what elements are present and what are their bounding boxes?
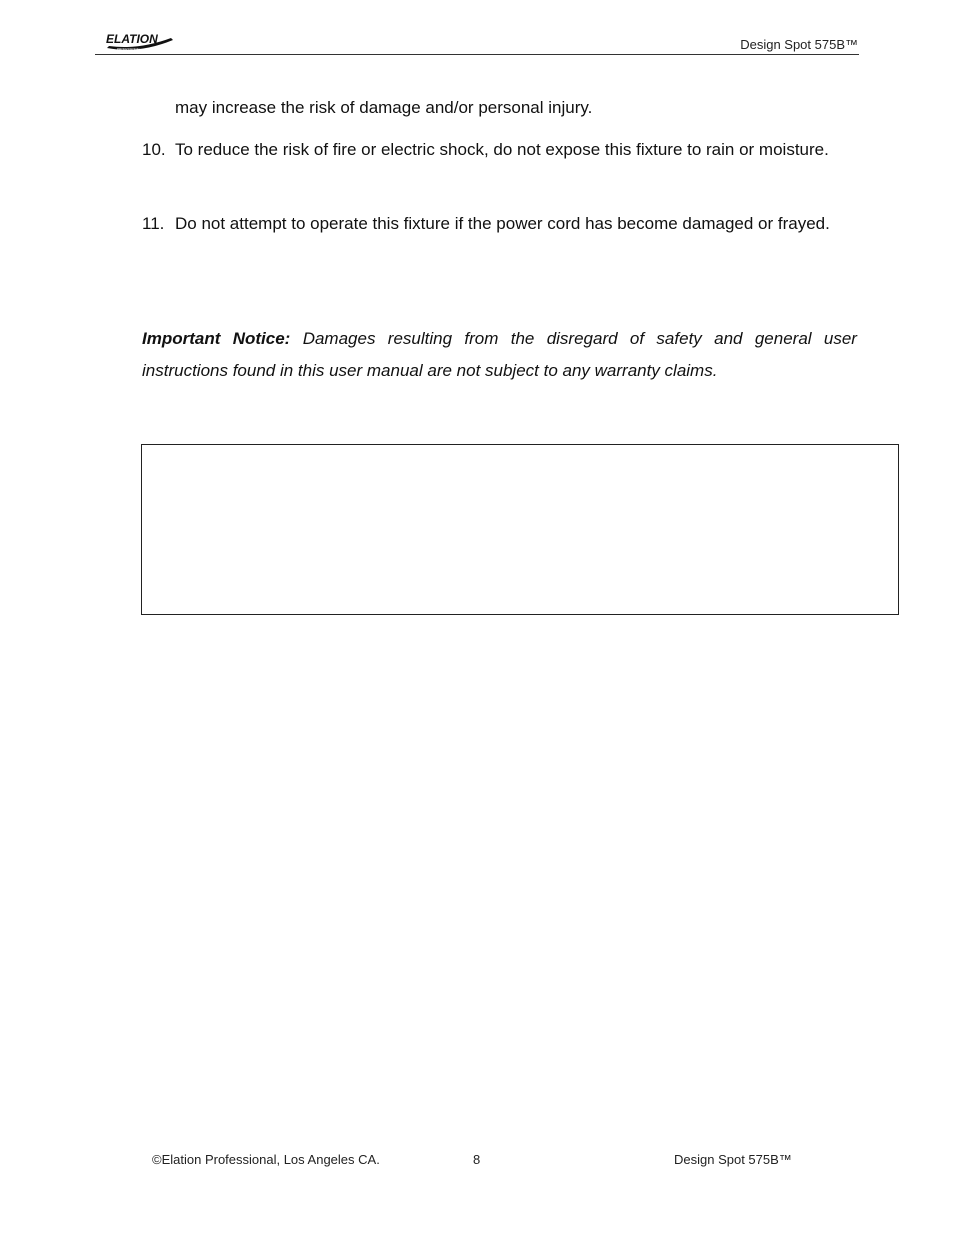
- list-item: [142, 134, 857, 166]
- list-item-text: Do not attempt to operate this fixture if the power cord has become damaged or frayed.: [175, 214, 830, 233]
- important-notice: [142, 323, 857, 387]
- elation-logo: [103, 28, 175, 54]
- notice-text: Damages resulting from the disregard of safety and general user instructions found in this user manual are not subject to any warranty claims.: [142, 329, 857, 380]
- footer-page-number: 8: [473, 1152, 481, 1167]
- notice-label: Important Notice:: [142, 329, 291, 348]
- header-divider: [95, 54, 859, 55]
- list-item: [142, 208, 857, 240]
- list-item-number: 11.: [142, 214, 165, 233]
- list-item-number: 10.: [142, 140, 166, 159]
- list-item-text: To reduce the risk of fire or electric shock, do not expose this fixture to rain or moisture.: [175, 140, 829, 159]
- header-doc-title: Design Spot 575B™: [740, 37, 858, 52]
- logo-subtext: PROFESSIONAL: [117, 47, 141, 51]
- empty-notice-box: [141, 444, 899, 615]
- footer-doc-title: Design Spot 575B™: [674, 1152, 792, 1167]
- logo-text: ELATION: [106, 32, 158, 46]
- footer-copyright: ©Elation Professional, Los Angeles CA.: [152, 1152, 380, 1167]
- continuation-text: may increase the risk of damage and/or personal injury.: [175, 98, 593, 117]
